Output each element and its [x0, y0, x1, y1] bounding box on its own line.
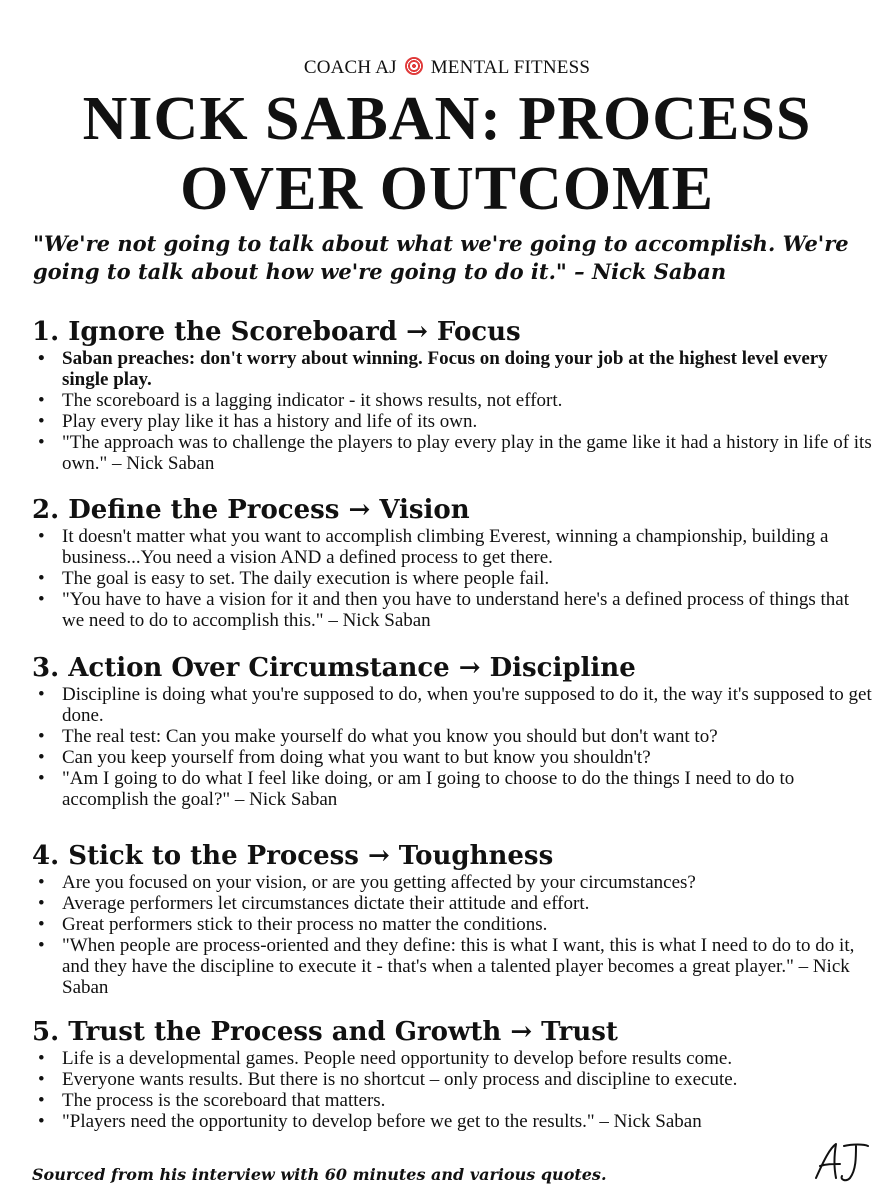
signature-logo — [810, 1138, 870, 1186]
bullet-item: • Life is a developmental games. People need opportunity to develop before results come. — [62, 1048, 872, 1069]
bullet-list — [32, 348, 872, 474]
bullet-item: • Everyone wants results. But there is no shortcut – only process and discipline to execute. — [62, 1069, 872, 1090]
bullet-item: • "When people are process-oriented and they define: this is what I want, this is what I need to do to do it, and they have the discipline to execute it - that's when a talented player becomes a great player." – Nick Saban — [62, 935, 872, 998]
brand-name: COACH AJ — [303, 57, 397, 78]
bullet-item: • "Players need the opportunity to develop before we get to the results." – Nick Saban — [62, 1111, 872, 1132]
bullet-item: • Average performers let circumstances dictate their attitude and effort. — [62, 893, 872, 914]
page-title — [0, 84, 894, 224]
title-line-2: OVER OUTCOME — [180, 155, 714, 223]
bullet-item: • Saban preaches: don't worry about winning. Focus on doing your job at the highest level every single play. — [62, 348, 872, 390]
section-trust — [32, 1016, 872, 1132]
bullet-item: • The process is the scoreboard that matters. — [62, 1090, 872, 1111]
bullet-item: • Play every play like it has a history and life of its own. — [62, 411, 872, 432]
bullet-item: • "You have to have a vision for it and then you have to understand here's a defined process of things that we need to do to accomplish this." – Nick Saban — [62, 589, 872, 631]
bullet-list — [32, 1048, 872, 1132]
section-heading: 2. Define the Process → Vision — [32, 495, 470, 525]
bullet-list — [32, 684, 872, 810]
bullet-item: • It doesn't matter what you want to accomplish climbing Everest, winning a championship, building a business...You need a vision AND a defined process to get there. — [62, 526, 872, 568]
section-heading: 1. Ignore the Scoreboard → Focus — [32, 317, 521, 347]
bullet-item: • Great performers stick to their process no matter the conditions. — [62, 914, 872, 935]
bullet-item: • "The approach was to challenge the players to play every play in the game like it had a history in life of its own." – Nick Saban — [62, 432, 872, 474]
section-vision — [32, 494, 872, 631]
source-footnote: Sourced from his interview with 60 minutes and various quotes. — [32, 1165, 607, 1184]
title-line-1: NICK SABAN: PROCESS — [82, 85, 812, 153]
bullet-item: • Can you keep yourself from doing what you want to but know you shouldn't? — [62, 747, 872, 768]
section-focus — [32, 316, 872, 474]
brand-kicker — [0, 57, 894, 79]
target-icon — [405, 57, 423, 75]
section-heading: 3. Action Over Circumstance → Discipline — [32, 653, 636, 683]
bullet-item: • "Am I going to do what I feel like doing, or am I going to choose to do the things I need to do to accomplish the goal?" – Nick Saban — [62, 768, 872, 810]
bullet-item: • The goal is easy to set. The daily execution is where people fail. — [62, 568, 872, 589]
section-toughness — [32, 840, 872, 998]
section-heading: 5. Trust the Process and Growth → Trust — [32, 1017, 618, 1047]
bullet-item: • Are you focused on your vision, or are you getting affected by your circumstances? — [62, 872, 872, 893]
brand-tagline: MENTAL FITNESS — [430, 57, 591, 78]
section-discipline — [32, 652, 872, 810]
bullet-list — [32, 872, 872, 998]
bullet-item: • Discipline is doing what you're supposed to do, when you're supposed to do it, the way it's supposed to get done. — [62, 684, 872, 726]
opening-quote: "We're not going to talk about what we're going to accomplish. We're going to talk about how we're going to do it." – Nick Saban — [33, 231, 849, 284]
bullet-item: • The scoreboard is a lagging indicator - it shows results, not effort. — [62, 390, 872, 411]
section-heading: 4. Stick to the Process → Toughness — [32, 841, 554, 871]
bullet-item: • The real test: Can you make yourself do what you know you should but don't want to? — [62, 726, 872, 747]
bullet-list — [32, 526, 872, 631]
